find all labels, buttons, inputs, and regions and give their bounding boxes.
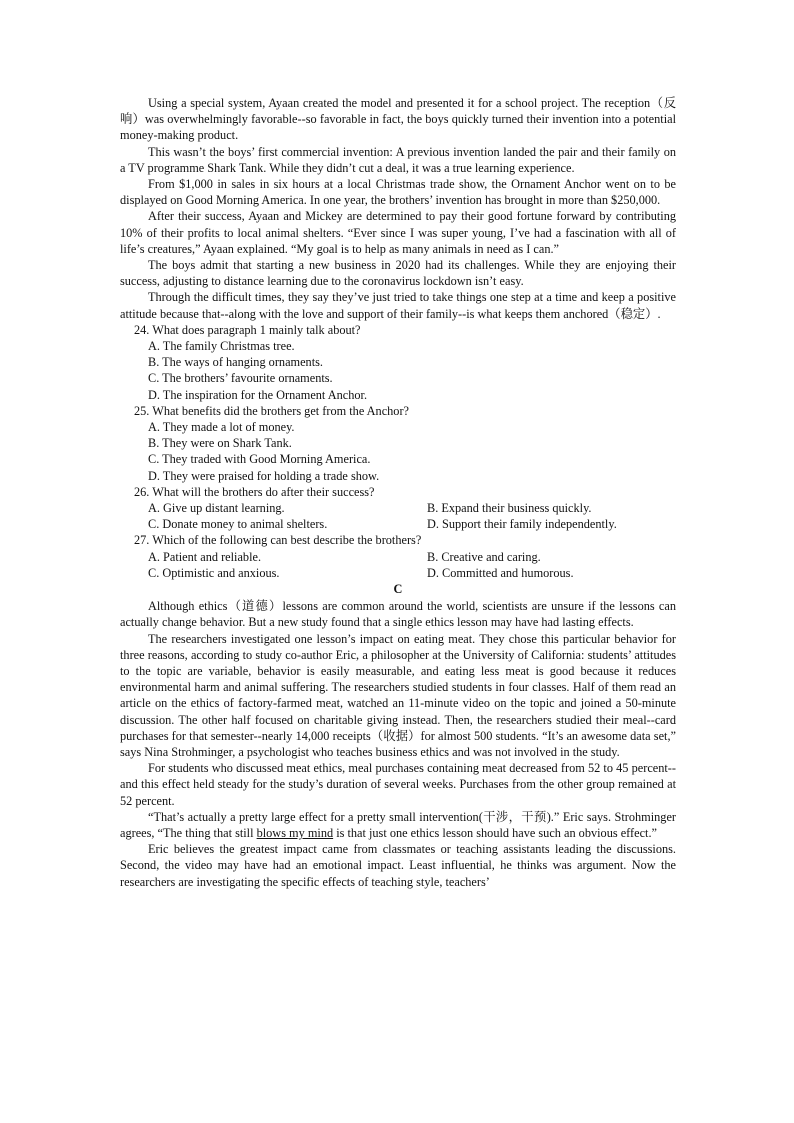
- option-c: C. Optimistic and anxious.: [148, 565, 280, 580]
- paragraph: After their success, Ayaan and Mickey are determined to pay their good fortune forward by contributing 10% of their profits to local animal shelters. “Ever since I was super young, I’ve had a fascination with all of life’s creatures,” Ayaan explained. “My goal is to help as many animals in need as I can.”: [120, 209, 676, 256]
- underlined-phrase: blows my mind: [256, 825, 334, 840]
- option-a: A. Patient and reliable.: [148, 549, 262, 564]
- option-b: B. They were on Shark Tank.: [148, 436, 292, 451]
- question-25: [120, 403, 676, 484]
- option-a: A. They made a lot of money.: [148, 420, 295, 435]
- paragraph: This wasn’t the boys’ first commercial invention: A previous invention landed the pair and their family on a TV programme Shark Tank. While they didn’t cut a deal, it was a true learning experience.: [120, 144, 676, 175]
- text-run: “That’s actually a pretty large effect for a pretty small intervention(干涉，干预).” Eric says. Strohminger agrees, “The thing that still: [120, 809, 676, 840]
- paragraph: Through the difficult times, they say they’ve just tried to take things one step at a time and keep a positive attitude because that--along with the love and support of their family--is what keeps them anchored（稳定）.: [120, 290, 676, 321]
- option-d: D. Support their family independently.: [427, 517, 617, 532]
- question-stem: 27. Which of the following can best describe the brothers?: [134, 533, 422, 548]
- option-d: D. Committed and humorous.: [427, 565, 574, 580]
- option-c: C. The brothers’ favourite ornaments.: [148, 371, 333, 386]
- option-row: [148, 549, 676, 565]
- question-26: [120, 484, 676, 533]
- option-d: D. They were praised for holding a trade show.: [148, 468, 380, 483]
- question-stem: 26. What will the brothers do after their success?: [134, 484, 375, 499]
- paragraph: The boys admit that starting a new business in 2020 had its challenges. While they are enjoying their success, adjusting to distance learning due to the coronavirus lockdown isn’t easy.: [120, 258, 676, 289]
- option-row: [148, 516, 676, 532]
- question-27: [120, 532, 676, 581]
- option-row: [148, 565, 676, 581]
- option-a: A. Give up distant learning.: [148, 501, 285, 516]
- text-run: is that just one ethics lesson should have such an obvious effect.”: [333, 825, 657, 840]
- option-c: C. They traded with Good Morning America.: [148, 452, 371, 467]
- question-24: [120, 322, 676, 403]
- paragraph: Although ethics（道德）lessons are common around the world, scientists are unsure if the lessons can actually change behavior. But a new study found that a single ethics lesson may have had lasting effects.: [120, 599, 676, 630]
- option-b: B. The ways of hanging ornaments.: [148, 355, 323, 370]
- option-b: B. Creative and caring.: [427, 549, 541, 564]
- paragraph: From $1,000 in sales in six hours at a local Christmas trade show, the Ornament Anchor went on to be displayed on Good Morning America. In one year, the brothers’ invention has brought in more than $250,000.: [120, 177, 676, 208]
- paragraph: The researchers investigated one lesson’s impact on eating meat. They chose this particular behavior for three reasons, according to study co-author Eric, a philosopher at the University of California: students’ attitudes to the topic are variable, behavior is easily measurable, and eating less meat is good because it reduces environmental harm and animal suffering. The researchers studied students in four classes. Half of them read an article on the ethics of factory-farmed meat, watched an 11-minute video on the topic and joined a 50-minute discussion. The other half focused on charitable giving instead. Then, the researchers studied their meal--card purchases for that semester--nearly 14,000 receipts（收据）for almost 500 students. “It’s an awesome data set,” says Nina Strohminger, a psychologist who teaches business ethics and was not involved in the study.: [120, 631, 676, 759]
- paragraph: For students who discussed meat ethics, meal purchases containing meat decreased from 52 to 45 percent--and this effect held steady for the study’s duration of several weeks. Purchases from the other group remained at 52 percent.: [120, 761, 676, 808]
- paragraph: Eric believes the greatest impact came from classmates or teaching assistants leading the discussions. Second, the video may have had an emotional impact. Least influential, he thinks was argument. Now the researchers are investigating the specific effects of teaching style, teachers’: [120, 842, 676, 889]
- option-c: C. Donate money to animal shelters.: [148, 517, 328, 532]
- exam-page: [120, 95, 676, 890]
- section-heading: C: [393, 582, 403, 597]
- question-stem: 25. What benefits did the brothers get from the Anchor?: [134, 403, 410, 418]
- paragraph: [120, 809, 676, 841]
- option-b: B. Expand their business quickly.: [427, 501, 592, 516]
- question-stem: 24. What does paragraph 1 mainly talk about?: [134, 322, 361, 337]
- option-a: A. The family Christmas tree.: [148, 339, 295, 354]
- option-d: D. The inspiration for the Ornament Anchor.: [148, 387, 368, 402]
- paragraph: Using a special system, Ayaan created the model and presented it for a school project. The reception（反响）was overwhelmingly favorable--so favorable in fact, the boys quickly turned their invention into a potential money-making product.: [120, 96, 676, 143]
- option-row: [148, 500, 676, 516]
